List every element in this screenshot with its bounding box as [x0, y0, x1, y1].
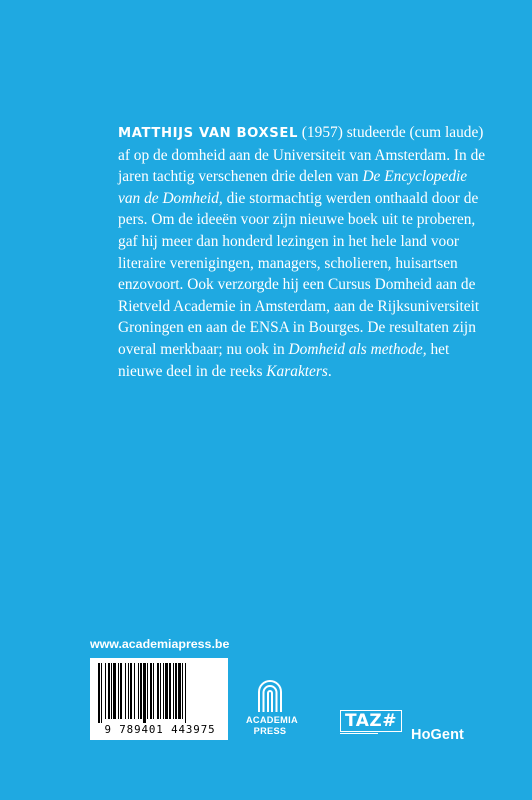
- isbn-number: 9 789401 443975: [104, 723, 216, 736]
- barcode-bar: [147, 663, 148, 719]
- barcode-bar: [157, 663, 159, 719]
- barcode-bar: [138, 663, 139, 719]
- hogent-logo: HoGent: [411, 727, 464, 743]
- barcode-bar: [165, 663, 168, 719]
- barcode-bar: [111, 663, 112, 719]
- barcode-bar: [182, 663, 183, 719]
- barcode-bar: [175, 663, 177, 719]
- series-title-karakters: Karakters: [266, 362, 328, 380]
- taz-logo: [340, 710, 402, 737]
- arch-icon: [255, 678, 285, 712]
- barcode-bar: [118, 663, 119, 719]
- barcode-bar: [101, 663, 102, 723]
- academia-press-logo: [246, 678, 298, 737]
- author-name: MATTHIJS VAN BOXSEL: [118, 126, 298, 141]
- academia-line1: ACADEMIA: [246, 715, 298, 725]
- bio-text-4: .: [327, 362, 332, 380]
- barcode-bar: [98, 663, 100, 723]
- barcode-bar: [120, 663, 122, 719]
- barcode-bar: [153, 663, 154, 719]
- barcode-bar: [185, 663, 186, 723]
- barcode-bar: [130, 663, 132, 719]
- barcode-bar: [163, 663, 164, 719]
- barcode-bar: [173, 663, 174, 719]
- barcode-bars: [98, 663, 220, 723]
- bio-text-3: het nieuwe deel in de reeks: [118, 340, 450, 380]
- bio-text-2: , die stormachtig werden onthaald door de pers. Om de ideeën voor zijn nieuwe boek uit te proberen, gaf hij meer dan honderd lezingen in het hele land voor literaire verenigingen, managers, scholieren, huisartsen enzovoort. Ook verzorgde hij een Cursus Domheid aan de Rietveld Academie in Amsterdam, aan de Rijksuniversiteit Groningen en aan de ENSA in Bourges. De resultaten zijn overal merkbaar; nu ook in: [118, 189, 480, 358]
- barcode-bar: [113, 663, 116, 719]
- barcode-bar: [108, 663, 110, 719]
- book-title-encyclopedie: De Encyclopedie van de Domheid: [118, 168, 468, 207]
- publisher-website: www.academiapress.be: [90, 637, 230, 651]
- barcode-bar: [169, 663, 171, 719]
- barcode-bar: [125, 663, 126, 719]
- bio-text-1: studeerde (cum laude) af op de domheid aan de Universiteit van Amsterdam. In de jaren tachtig verschenen drie delen van: [118, 124, 486, 186]
- barcode-bar: [160, 663, 161, 719]
- taz-logo-underline: [340, 733, 378, 737]
- barcode-bar: [150, 663, 152, 719]
- taz-logo-text: TAZ#: [340, 710, 402, 732]
- author-bio: [118, 122, 488, 382]
- barcode-bar: [178, 663, 181, 719]
- barcode-bar: [128, 663, 129, 719]
- author-year: (1957): [297, 124, 343, 141]
- academia-line2: PRESS: [253, 726, 287, 736]
- barcode-bar: [134, 663, 135, 719]
- isbn-barcode: [90, 658, 228, 740]
- barcode-bar: [105, 663, 106, 719]
- barcode-bar: [140, 663, 142, 719]
- book-title-domheid-als-methode: Domheid als methode,: [288, 340, 427, 358]
- barcode-bar: [143, 663, 146, 723]
